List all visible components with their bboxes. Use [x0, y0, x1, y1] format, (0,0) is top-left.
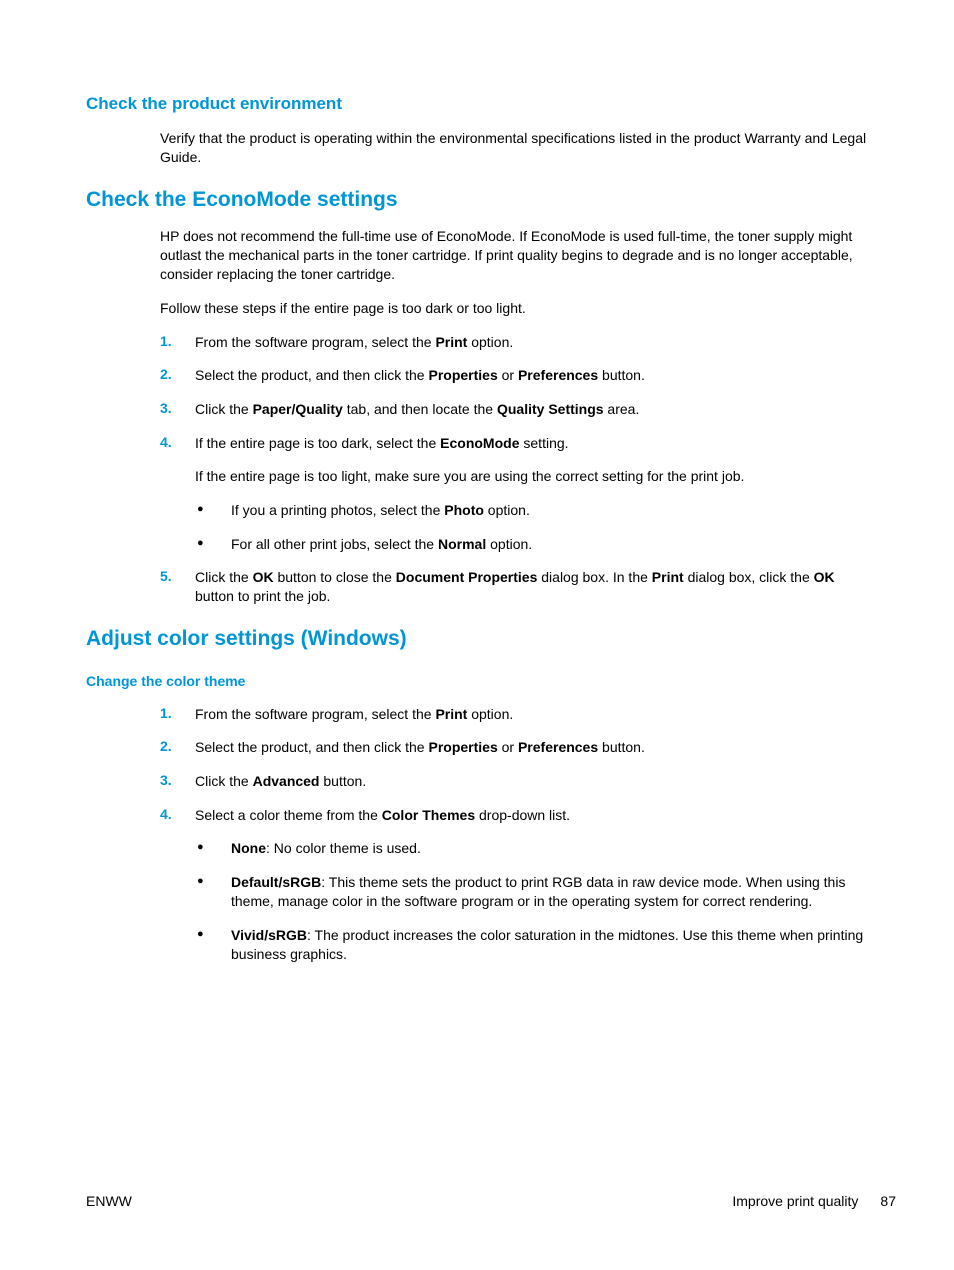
step-number: 5.	[160, 568, 172, 584]
paragraph-economode-intro: HP does not recommend the full-time use of EconoMode. If EconoMode is used full-time, the toner supply might outlast the mechanical parts in the toner cartridge. If print quality begins to degrade and is no longer acceptable, consider replacing the toner cartridge.	[160, 228, 853, 282]
step-text: Click the Paper/Quality tab, and then locate the Quality Settings area.	[195, 401, 640, 417]
step-text: Select a color theme from the Color Themes drop-down list.	[195, 807, 571, 823]
step-number: 3.	[160, 772, 172, 788]
footer-section: Improve print quality	[732, 1193, 859, 1209]
step-number: 4.	[160, 434, 172, 450]
bullet-text: None: No color theme is used.	[231, 840, 421, 856]
footer-right	[732, 1193, 896, 1209]
step-number: 2.	[160, 738, 172, 754]
paragraph-environment: Verify that the product is operating within the environmental specifications listed in the product Warranty and Legal Guide.	[160, 130, 867, 165]
step-number: 2.	[160, 366, 172, 382]
heading-color-settings: Adjust color settings (Windows)	[86, 627, 407, 650]
bullet-icon: ●	[197, 875, 204, 887]
paragraph-economode-lead: Follow these steps if the entire page is too dark or too light.	[160, 300, 526, 316]
step-text: Click the OK button to close the Document Properties dialog box. In the Print dialog box, click the OK button to print the job.	[195, 569, 835, 604]
bullet-text: Default/sRGB: This theme sets the product to print RGB data in raw device mode. When using this theme, manage color in the software program or in the operating system for correct rendering.	[231, 874, 846, 909]
heading-product-environment: Check the product environment	[86, 94, 342, 113]
bullet-text: If you a printing photos, select the Photo option.	[231, 502, 530, 518]
step-note: If the entire page is too light, make sure you are using the correct setting for the print job.	[195, 468, 745, 484]
step-number: 4.	[160, 806, 172, 822]
step-text: From the software program, select the Print option.	[195, 706, 514, 722]
heading-economode: Check the EconoMode settings	[86, 188, 398, 211]
footer-left: ENWW	[86, 1193, 132, 1209]
step-number: 3.	[160, 400, 172, 416]
bullet-icon: ●	[197, 928, 204, 940]
bullet-icon: ●	[197, 841, 204, 853]
step-text: Select the product, and then click the Properties or Preferences button.	[195, 739, 645, 755]
step-text: Click the Advanced button.	[195, 773, 367, 789]
step-text: From the software program, select the Print option.	[195, 334, 514, 350]
bullet-icon: ●	[197, 537, 204, 549]
subheading-color-theme: Change the color theme	[86, 673, 246, 689]
step-text: If the entire page is too dark, select the EconoMode setting.	[195, 435, 569, 451]
page-number: 87	[880, 1193, 896, 1209]
step-text: Select the product, and then click the Properties or Preferences button.	[195, 367, 645, 383]
bullet-text: For all other print jobs, select the Normal option.	[231, 536, 533, 552]
step-number: 1.	[160, 333, 172, 349]
bullet-icon: ●	[197, 503, 204, 515]
step-number: 1.	[160, 705, 172, 721]
bullet-text: Vivid/sRGB: The product increases the color saturation in the midtones. Use this theme when printing business graphics.	[231, 927, 864, 962]
